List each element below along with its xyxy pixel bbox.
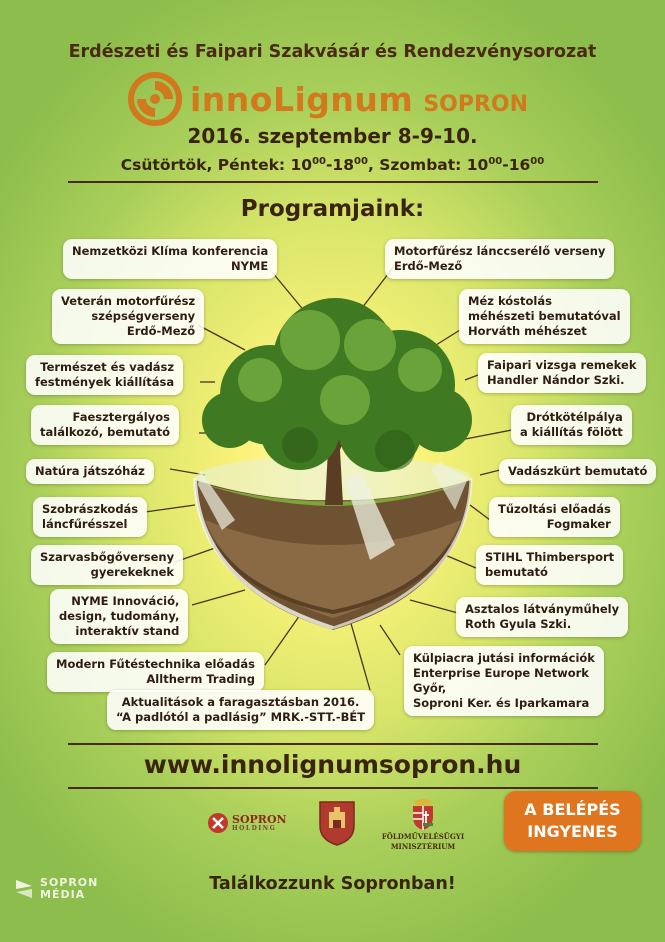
program-item xyxy=(26,459,154,484)
program-line: Külpiacra jutási információk xyxy=(413,651,595,665)
program-item xyxy=(31,405,179,445)
hours-sup: 00 xyxy=(488,156,503,167)
program-item xyxy=(107,690,374,730)
program-line: láncfűrésszel xyxy=(42,517,128,531)
program-item xyxy=(499,459,656,484)
program-item xyxy=(476,545,623,585)
program-line: STIHL Thimbersport xyxy=(485,550,615,564)
program-item xyxy=(404,646,604,716)
hours-sup: 00 xyxy=(312,156,326,167)
programs-heading: Programjaink: xyxy=(240,196,425,222)
hungary-coat-of-arms-icon xyxy=(410,797,436,831)
program-line: Faipari vizsga remekek xyxy=(487,358,637,372)
program-line: Motorfűrész lánccserélő verseny xyxy=(394,244,606,258)
program-item xyxy=(456,597,628,637)
ministry-name xyxy=(380,832,466,852)
media-line: SOPRON xyxy=(40,876,99,889)
ministry-line: FÖLDMŰVELÉSÜGYI xyxy=(381,832,465,841)
hours-end: -18 xyxy=(326,156,355,175)
sopron-holding-logo xyxy=(207,812,287,834)
sopron-holding-sub: HOLDING xyxy=(232,825,277,832)
program-line: Tűzoltási előadás xyxy=(498,502,611,516)
program-line: NYME xyxy=(230,259,269,273)
program-item xyxy=(459,289,630,344)
program-line: Aktualitások a faragasztásban 2016. xyxy=(121,695,360,709)
program-line: Asztalos látványműhely xyxy=(465,602,620,616)
free-entry-line: INGYENES xyxy=(527,822,618,841)
free-entry-badge xyxy=(504,791,641,851)
divider xyxy=(68,787,598,789)
sopron-holding-name: SOPRON xyxy=(232,813,287,826)
hours-sup: 00 xyxy=(530,156,545,167)
program-item xyxy=(511,405,632,445)
program-line: NYME Innováció, xyxy=(71,594,180,608)
program-line: Szarvasbőgőverseny xyxy=(40,550,175,564)
hours-sup: 00 xyxy=(354,156,368,167)
program-line: Nemzetközi Klíma konferencia xyxy=(72,244,269,258)
brand-name: innoLignum xyxy=(190,79,414,119)
brand-city: SOPRON xyxy=(423,91,529,117)
website-url[interactable]: www.innolignumsopron.hu xyxy=(143,750,522,779)
program-line: Veterán motorfűrész xyxy=(61,294,196,308)
program-line: Erdő-Mező xyxy=(394,259,463,273)
program-item xyxy=(385,239,614,279)
sopron-media-logo xyxy=(12,876,98,902)
free-entry-line: A BELÉPÉS xyxy=(524,800,621,819)
program-line: interaktív stand xyxy=(75,624,180,638)
program-line: Natúra játszóház xyxy=(35,464,145,478)
program-line: Horváth méhészet xyxy=(468,324,587,338)
program-line: méhészeti bemutatóval xyxy=(468,309,621,323)
hours-saturday: , Szombat: 10 xyxy=(367,156,489,175)
program-line: Drótkötélpálya xyxy=(526,410,623,424)
hours-weekdays: Csütörtök, Péntek: 10 xyxy=(120,156,313,175)
program-line: Szobrászkodás xyxy=(42,502,139,516)
program-line: Faesztergályos xyxy=(72,410,170,424)
program-line: Vadászkürt bemutató xyxy=(508,464,648,478)
program-line: Fogmaker xyxy=(546,517,611,531)
program-line: Roth Gyula Szki. xyxy=(465,617,572,631)
program-line: gyerekeknek xyxy=(90,565,175,579)
program-item xyxy=(33,497,147,537)
program-line: Erdő-Mező xyxy=(126,324,196,338)
program-line: design, tudomány, xyxy=(59,609,180,623)
program-line: Modern Fűtéstechnika előadás xyxy=(56,657,255,671)
program-item xyxy=(52,289,204,344)
program-item xyxy=(478,353,646,393)
program-line: Győr, xyxy=(413,681,447,695)
program-item xyxy=(63,239,277,279)
program-item xyxy=(47,652,264,692)
program-line: szépségverseny xyxy=(91,309,196,323)
hours-end: -16 xyxy=(502,156,531,175)
program-line: a kiállítás fölött xyxy=(520,425,623,439)
program-item xyxy=(50,589,188,644)
program-line: találkozó, bemutató xyxy=(40,425,170,439)
program-line: Alltherm Trading xyxy=(146,672,255,686)
program-line: Természet és vadász xyxy=(40,360,175,374)
program-line: Enterprise Europe Network xyxy=(413,666,589,680)
program-line: “A padlótól a padlásig” MRK.-STT.-BÉT xyxy=(116,710,366,724)
event-date: 2016. szeptember 8-9-10. xyxy=(187,124,478,148)
sopron-holding-icon xyxy=(207,812,229,834)
closing-line: Találkozzunk Sopronban! xyxy=(209,874,456,894)
program-line: Handler Nándor Szki. xyxy=(487,373,625,387)
sopron-coat-of-arms-icon xyxy=(318,800,356,846)
program-line: Méz kóstolás xyxy=(468,294,552,308)
ministry-line: MINISZTÉRIUM xyxy=(390,842,456,851)
program-line: bemutató xyxy=(485,565,548,579)
divider xyxy=(68,743,598,745)
media-line: MÉDIA xyxy=(40,888,86,901)
program-item xyxy=(31,545,183,585)
program-line: Soproni Ker. és Iparkamara xyxy=(413,696,590,710)
program-item xyxy=(26,355,183,395)
program-item xyxy=(489,497,620,537)
sopron-media-icon xyxy=(12,876,36,902)
program-line: festmények kiállítása xyxy=(35,375,175,389)
event-subtitle: Erdészeti és Faipari Szakvásár és Rendezvénysorozat xyxy=(68,42,597,62)
